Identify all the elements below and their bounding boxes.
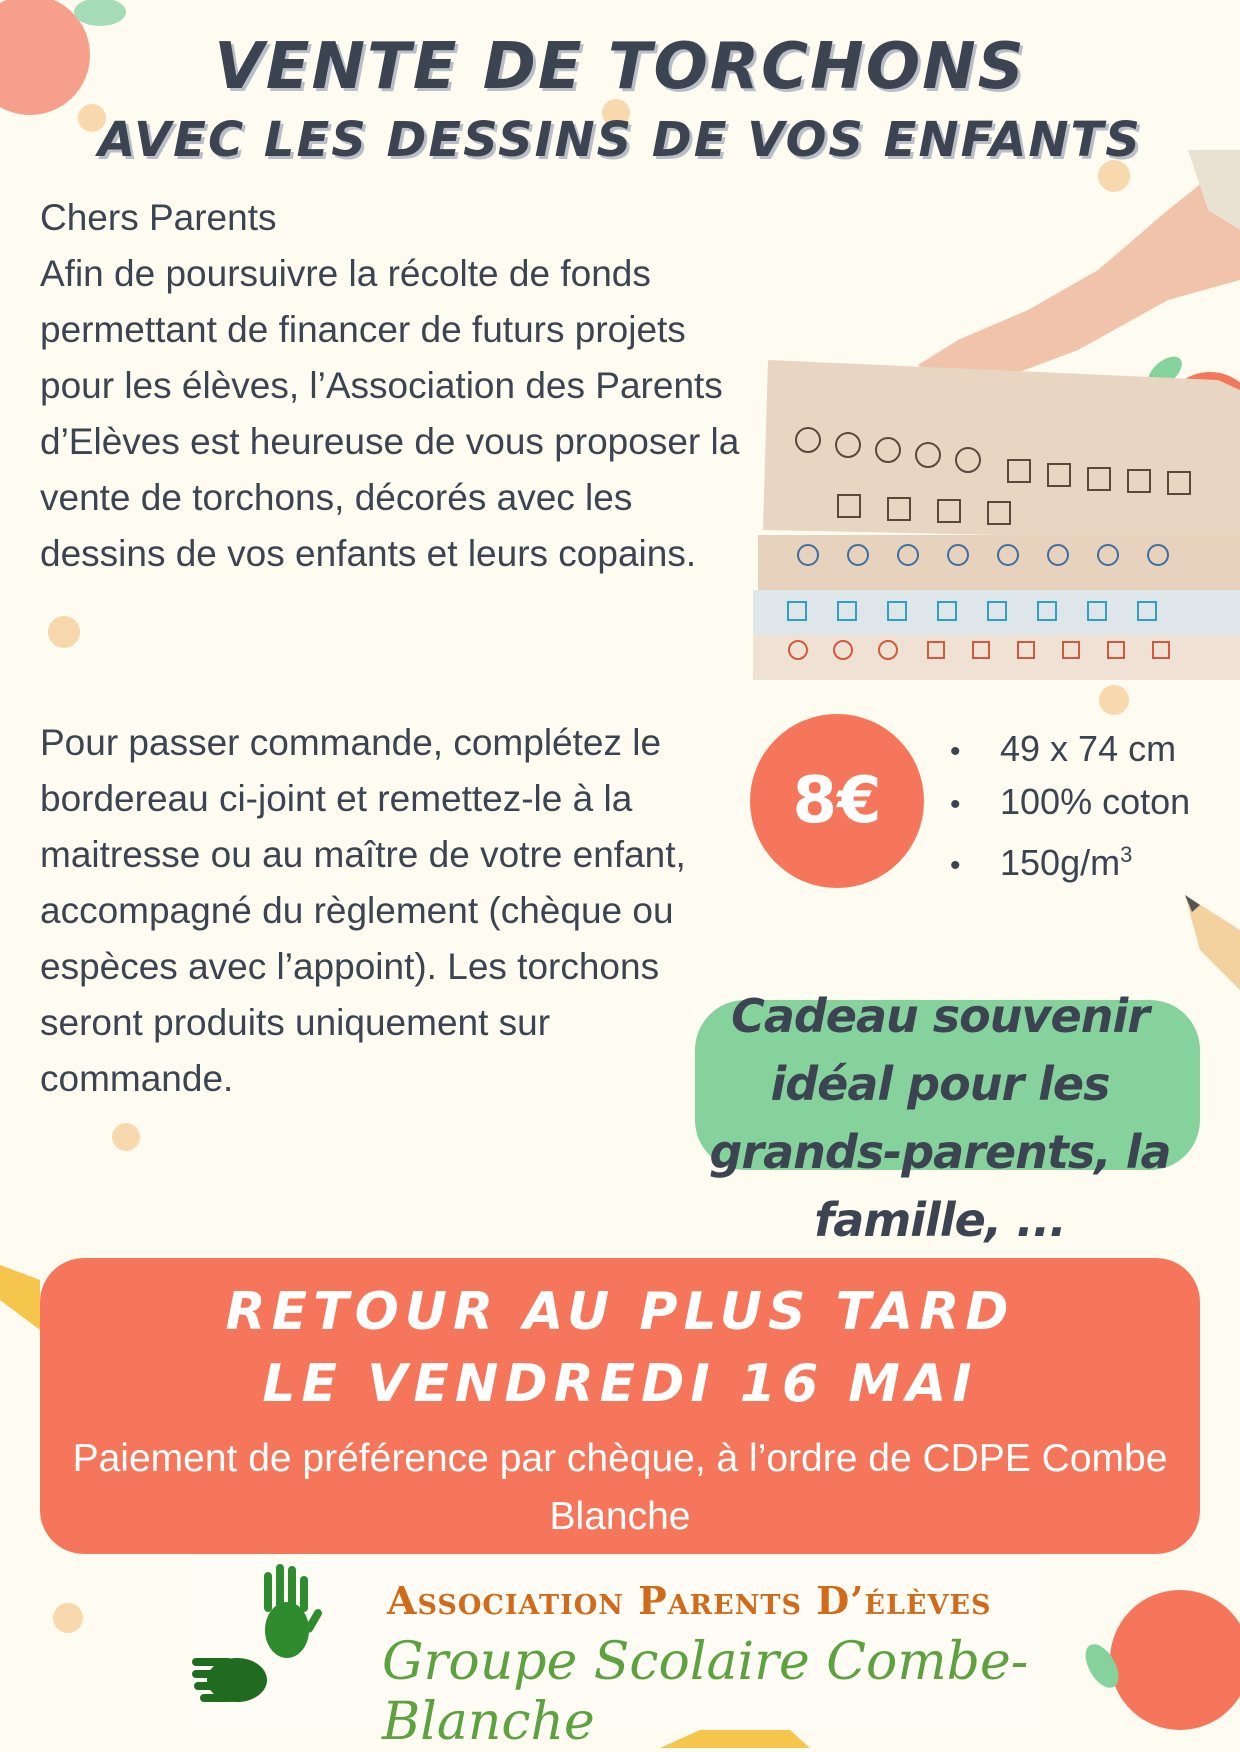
association-logo: [192, 1560, 1040, 1752]
intro-paragraph: Afin de poursuivre la récolte de fonds permettant de financer de futurs projets pour les élèves, l’Association des Parents d’Elèves est heureuse de vous proposer la vente de torchons, décorés avec les dessins de vos enfants et leurs copains.: [40, 253, 740, 574]
leaf-top-left: [74, 0, 126, 26]
specs-list: [950, 724, 1190, 891]
order-text: [40, 715, 720, 1107]
deadline-line-1: RETOUR AU PLUS TARD: [225, 1282, 1015, 1342]
spec-weight-exponent: 3: [1120, 842, 1133, 867]
order-paragraph: Pour passer commande, complétez le bordereau ci-joint et remettez-le à la maitresse ou au maître de votre enfant, accompagné du règlement (chèque ou espèces avec l’appoint). Les torchons seront produits uniquement sur commande.: [40, 722, 686, 1099]
spec-size: • 49 x 74 cm: [950, 724, 1190, 777]
arm: [918, 150, 1240, 390]
deadline-banner: [40, 1258, 1200, 1554]
intro-text: [40, 190, 740, 582]
towel-stack-photo: [748, 150, 1240, 690]
logo-title: Association Parents D’élèves: [387, 1578, 992, 1623]
spec-material: • 100% coton: [950, 777, 1190, 830]
gift-text: Cadeau souvenir idéal pour les grands-parents, la famille, ...: [709, 989, 1171, 1247]
spec-weight: • $150g/m^3$: [950, 830, 1190, 891]
title-line-2: AVEC LES DESSINS DE VOS ENFANTS: [98, 112, 1142, 168]
deadline-line-2: LE VENDREDI 16 MAI: [262, 1354, 978, 1414]
apple-bottom-right: [1110, 1590, 1240, 1730]
towel-stack: [753, 360, 1240, 680]
logo-subtitle: Groupe Scolaire Combe-Blanche: [382, 1632, 1029, 1752]
price-badge: 8€: [750, 714, 924, 888]
hands-icon: [192, 1560, 362, 1730]
pencil-left: [0, 1265, 40, 1330]
title-line-1: VENTE DE TORCHONS: [214, 30, 1026, 104]
greeting: Chers Parents: [40, 197, 277, 238]
payment-note: Paiement de préférence par chèque, à l’ordre de CDPE Combe Blanche: [72, 1437, 1168, 1538]
